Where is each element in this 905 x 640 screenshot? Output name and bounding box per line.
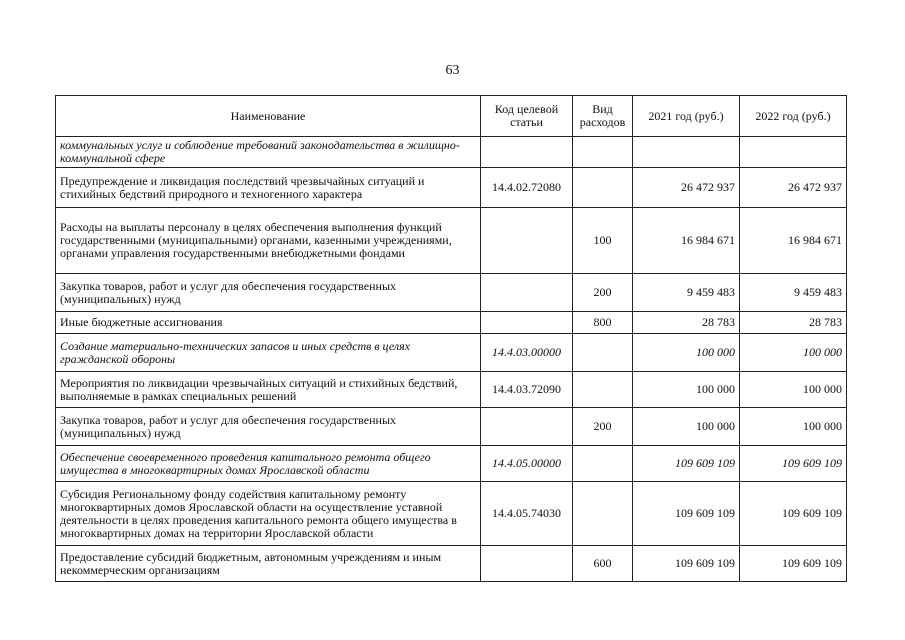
row-type-cell: 600: [573, 546, 633, 582]
row-2021-cell: 109 609 109: [633, 546, 740, 582]
table-row: [56, 372, 847, 408]
table-row: [56, 482, 847, 546]
table-row: [56, 137, 847, 168]
row-2022-cell: 100 000: [740, 334, 847, 372]
row-2021-cell: 100 000: [633, 372, 740, 408]
row-code-cell: 14.4.03.72090: [481, 372, 573, 408]
row-name-cell: Закупка товаров, работ и услуг для обеспечения государственных (муниципальных) нужд: [56, 274, 481, 312]
row-2022-cell: 9 459 483: [740, 274, 847, 312]
table-header-row: [56, 96, 847, 137]
budget-table: [55, 95, 847, 582]
row-name-cell: Иные бюджетные ассигнования: [56, 312, 481, 334]
row-code-cell: 14.4.03.00000: [481, 334, 573, 372]
row-name-cell: Субсидия Региональному фонду содействия капитальному ремонту многоквартирных домов Ярославской области на осуществление уставной деятельности в целях проведения капитального ремонта общего имущества в многоквартирных домах на территории Ярославской области: [56, 482, 481, 546]
row-2022-cell: [740, 137, 847, 168]
row-2022-cell: 26 472 937: [740, 168, 847, 208]
row-name-cell: Расходы на выплаты персоналу в целях обеспечения выполнения функций государственными (муниципальными) органами, казенными учреждениями, органами управления государственными внебюджетными фондами: [56, 208, 481, 274]
row-name-cell: Предупреждение и ликвидация последствий чрезвычайных ситуаций и стихийных бедствий природного и техногенного характера: [56, 168, 481, 208]
row-code-cell: 14.4.05.74030: [481, 482, 573, 546]
row-2022-cell: 109 609 109: [740, 482, 847, 546]
row-2022-cell: 109 609 109: [740, 546, 847, 582]
row-2021-cell: 100 000: [633, 408, 740, 446]
table-row: [56, 274, 847, 312]
row-code-cell: [481, 312, 573, 334]
row-2021-cell: 16 984 671: [633, 208, 740, 274]
row-type-cell: 800: [573, 312, 633, 334]
row-type-cell: [573, 137, 633, 168]
table-row: [56, 546, 847, 582]
row-2021-cell: 109 609 109: [633, 482, 740, 546]
header-name: Наименование: [56, 96, 481, 137]
row-2022-cell: 100 000: [740, 372, 847, 408]
row-2021-cell: 9 459 483: [633, 274, 740, 312]
table-row: [56, 446, 847, 482]
row-2021-cell: 100 000: [633, 334, 740, 372]
row-2022-cell: 28 783: [740, 312, 847, 334]
row-name-cell: Создание материально-технических запасов и иных средств в целях гражданской обороны: [56, 334, 481, 372]
row-name-cell: Обеспечение своевременного проведения капитального ремонта общего имущества в многоквартирных домах Ярославской области: [56, 446, 481, 482]
row-type-cell: 200: [573, 274, 633, 312]
table-row: [56, 312, 847, 334]
table-row: [56, 408, 847, 446]
table-row: [56, 208, 847, 274]
row-2021-cell: [633, 137, 740, 168]
row-type-cell: [573, 334, 633, 372]
row-code-cell: [481, 208, 573, 274]
header-2021: 2021 год (руб.): [633, 96, 740, 137]
row-type-cell: 100: [573, 208, 633, 274]
table-row: [56, 168, 847, 208]
row-code-cell: [481, 137, 573, 168]
row-code-cell: [481, 274, 573, 312]
row-code-cell: [481, 546, 573, 582]
row-type-cell: 200: [573, 408, 633, 446]
row-2021-cell: 109 609 109: [633, 446, 740, 482]
row-2021-cell: 26 472 937: [633, 168, 740, 208]
row-type-cell: [573, 482, 633, 546]
row-type-cell: [573, 372, 633, 408]
table-body: [56, 137, 847, 582]
table-row: [56, 334, 847, 372]
row-name-cell: Закупка товаров, работ и услуг для обеспечения государственных (муниципальных) нужд: [56, 408, 481, 446]
row-2022-cell: 109 609 109: [740, 446, 847, 482]
row-name-cell: коммунальных услуг и соблюдение требований законодательства в жилищно-коммунальной сфере: [56, 137, 481, 168]
row-name-cell: Мероприятия по ликвидации чрезвычайных ситуаций и стихийных бедствий, выполняемые в рамках специальных решений: [56, 372, 481, 408]
header-2022: 2022 год (руб.): [740, 96, 847, 137]
page-number: 63: [445, 63, 460, 78]
header-code: Код целевой статьи: [481, 96, 573, 137]
header-type: Вид расходов: [573, 96, 633, 137]
row-code-cell: 14.4.02.72080: [481, 168, 573, 208]
row-2022-cell: 16 984 671: [740, 208, 847, 274]
row-name-cell: Предоставление субсидий бюджетным, автономным учреждениям и иным некоммерческим организациям: [56, 546, 481, 582]
row-2022-cell: 100 000: [740, 408, 847, 446]
row-type-cell: [573, 446, 633, 482]
row-code-cell: [481, 408, 573, 446]
row-type-cell: [573, 168, 633, 208]
row-code-cell: 14.4.05.00000: [481, 446, 573, 482]
row-2021-cell: 28 783: [633, 312, 740, 334]
